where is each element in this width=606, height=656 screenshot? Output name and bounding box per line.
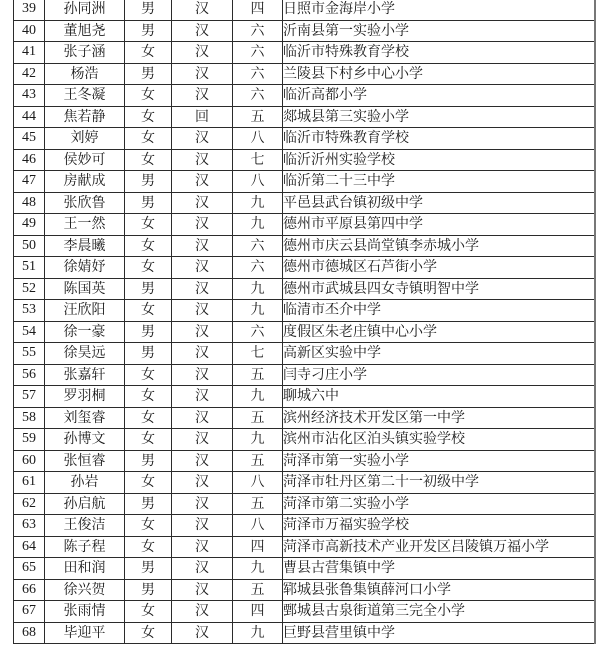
row-number-cell: 62 (14, 493, 45, 515)
row-number-cell: 67 (14, 601, 45, 623)
school-name-cell: 闫寺刁庄小学 (283, 364, 595, 386)
student-name-cell: 杨浩 (45, 63, 125, 85)
student-name-cell: 侯妙可 (45, 149, 125, 171)
gender-cell: 男 (125, 558, 172, 580)
table-row (14, 300, 595, 322)
gender-cell: 女 (125, 42, 172, 64)
gender-cell: 女 (125, 85, 172, 107)
row-number-cell: 68 (14, 622, 45, 644)
grade-cell: 四 (233, 536, 283, 558)
table-row (14, 257, 595, 279)
table-row (14, 364, 595, 386)
gender-cell: 女 (125, 601, 172, 623)
row-number-cell: 61 (14, 472, 45, 494)
table-row (14, 85, 595, 107)
ethnicity-cell: 汉 (172, 85, 233, 107)
school-name-cell: 巨野县营里镇中学 (283, 622, 595, 644)
grade-cell: 九 (233, 429, 283, 451)
grade-cell: 五 (233, 450, 283, 472)
gender-cell: 男 (125, 278, 172, 300)
ethnicity-cell: 汉 (172, 407, 233, 429)
grade-cell: 五 (233, 407, 283, 429)
table-row (14, 42, 595, 64)
school-name-cell: 滨州经济技术开发区第一中学 (283, 407, 595, 429)
gender-cell: 男 (125, 171, 172, 193)
row-number-cell: 48 (14, 192, 45, 214)
school-name-cell: 德州市平原县第四中学 (283, 214, 595, 236)
student-name-cell: 陈子程 (45, 536, 125, 558)
row-number-cell: 44 (14, 106, 45, 128)
grade-cell: 八 (233, 515, 283, 537)
grade-cell: 九 (233, 386, 283, 408)
school-name-cell: 鄄城县古泉街道第三完全小学 (283, 601, 595, 623)
row-number-cell: 55 (14, 343, 45, 365)
document-page (13, 0, 596, 644)
school-name-cell: 临沂第二十三中学 (283, 171, 595, 193)
gender-cell: 女 (125, 429, 172, 451)
grade-cell: 九 (233, 214, 283, 236)
table-row (14, 343, 595, 365)
row-number-cell: 60 (14, 450, 45, 472)
table-row (14, 622, 595, 644)
student-name-cell: 张嘉轩 (45, 364, 125, 386)
grade-cell: 七 (233, 149, 283, 171)
gender-cell: 女 (125, 149, 172, 171)
table-row (14, 536, 595, 558)
table-row (14, 407, 595, 429)
grade-cell: 六 (233, 321, 283, 343)
ethnicity-cell: 汉 (172, 493, 233, 515)
school-name-cell: 德州市武城县四女寺镇明智中学 (283, 278, 595, 300)
table-row (14, 515, 595, 537)
student-name-cell: 徐昊远 (45, 343, 125, 365)
ethnicity-cell: 汉 (172, 214, 233, 236)
school-name-cell: 临清市丕介中学 (283, 300, 595, 322)
gender-cell: 女 (125, 300, 172, 322)
row-number-cell: 54 (14, 321, 45, 343)
gender-cell: 男 (125, 192, 172, 214)
gender-cell: 女 (125, 364, 172, 386)
gender-cell: 女 (125, 536, 172, 558)
table-row (14, 20, 595, 42)
table-row (14, 493, 595, 515)
row-number-cell: 58 (14, 407, 45, 429)
ethnicity-cell: 汉 (172, 128, 233, 150)
table-row (14, 429, 595, 451)
table-row (14, 450, 595, 472)
ethnicity-cell: 汉 (172, 558, 233, 580)
roster-body (14, 0, 595, 644)
student-name-cell: 毕迎平 (45, 622, 125, 644)
student-name-cell: 陈国英 (45, 278, 125, 300)
student-name-cell: 董旭尧 (45, 20, 125, 42)
school-name-cell: 临沂市特殊教育学校 (283, 128, 595, 150)
student-name-cell: 王冬凝 (45, 85, 125, 107)
grade-cell: 四 (233, 0, 283, 20)
table-row (14, 106, 595, 128)
school-name-cell: 平邑县武台镇初级中学 (283, 192, 595, 214)
student-name-cell: 张恒睿 (45, 450, 125, 472)
ethnicity-cell: 汉 (172, 20, 233, 42)
row-number-cell: 56 (14, 364, 45, 386)
gender-cell: 女 (125, 407, 172, 429)
table-row (14, 171, 595, 193)
school-name-cell: 沂南县第一实验小学 (283, 20, 595, 42)
student-name-cell: 焦若静 (45, 106, 125, 128)
grade-cell: 六 (233, 85, 283, 107)
school-name-cell: 郓城县张鲁集镇薛河口小学 (283, 579, 595, 601)
row-number-cell: 52 (14, 278, 45, 300)
ethnicity-cell: 汉 (172, 622, 233, 644)
grade-cell: 六 (233, 235, 283, 257)
school-name-cell: 菏泽市万福实验学校 (283, 515, 595, 537)
school-name-cell: 度假区朱老庄镇中心小学 (283, 321, 595, 343)
grade-cell: 五 (233, 493, 283, 515)
row-number-cell: 57 (14, 386, 45, 408)
ethnicity-cell: 汉 (172, 472, 233, 494)
gender-cell: 女 (125, 622, 172, 644)
row-number-cell: 47 (14, 171, 45, 193)
table-row (14, 235, 595, 257)
ethnicity-cell: 汉 (172, 343, 233, 365)
table-row (14, 558, 595, 580)
gender-cell: 男 (125, 450, 172, 472)
gender-cell: 女 (125, 472, 172, 494)
row-number-cell: 66 (14, 579, 45, 601)
ethnicity-cell: 汉 (172, 63, 233, 85)
grade-cell: 六 (233, 63, 283, 85)
grade-cell: 九 (233, 622, 283, 644)
grade-cell: 六 (233, 42, 283, 64)
grade-cell: 六 (233, 257, 283, 279)
gender-cell: 女 (125, 515, 172, 537)
school-name-cell: 菏泽市牡丹区第二十一初级中学 (283, 472, 595, 494)
ethnicity-cell: 汉 (172, 0, 233, 20)
grade-cell: 九 (233, 558, 283, 580)
school-name-cell: 郯城县第三实验小学 (283, 106, 595, 128)
row-number-cell: 59 (14, 429, 45, 451)
ethnicity-cell: 汉 (172, 192, 233, 214)
grade-cell: 五 (233, 106, 283, 128)
gender-cell: 女 (125, 128, 172, 150)
table-row (14, 321, 595, 343)
ethnicity-cell: 汉 (172, 300, 233, 322)
grade-cell: 九 (233, 192, 283, 214)
row-number-cell: 49 (14, 214, 45, 236)
school-name-cell: 曹县古营集镇中学 (283, 558, 595, 580)
row-number-cell: 43 (14, 85, 45, 107)
student-name-cell: 孙岩 (45, 472, 125, 494)
student-name-cell: 王俊洁 (45, 515, 125, 537)
row-number-cell: 41 (14, 42, 45, 64)
table-row (14, 601, 595, 623)
student-name-cell: 田和润 (45, 558, 125, 580)
gender-cell: 女 (125, 106, 172, 128)
table-row (14, 579, 595, 601)
gender-cell: 男 (125, 63, 172, 85)
school-name-cell: 高新区实验中学 (283, 343, 595, 365)
gender-cell: 男 (125, 20, 172, 42)
ethnicity-cell: 汉 (172, 515, 233, 537)
student-name-cell: 徐兴贺 (45, 579, 125, 601)
table-row (14, 128, 595, 150)
table-row (14, 278, 595, 300)
row-number-cell: 50 (14, 235, 45, 257)
table-row (14, 214, 595, 236)
row-number-cell: 46 (14, 149, 45, 171)
school-name-cell: 菏泽市高新技术产业开发区吕陵镇万福小学 (283, 536, 595, 558)
ethnicity-cell: 汉 (172, 364, 233, 386)
ethnicity-cell: 汉 (172, 536, 233, 558)
ethnicity-cell: 汉 (172, 235, 233, 257)
school-name-cell: 兰陵县下村乡中心小学 (283, 63, 595, 85)
school-name-cell: 聊城六中 (283, 386, 595, 408)
student-roster-table (13, 0, 596, 644)
row-number-cell: 45 (14, 128, 45, 150)
grade-cell: 九 (233, 278, 283, 300)
school-name-cell: 德州市庆云县尚堂镇李赤城小学 (283, 235, 595, 257)
ethnicity-cell: 汉 (172, 429, 233, 451)
table-row (14, 149, 595, 171)
student-name-cell: 王一然 (45, 214, 125, 236)
ethnicity-cell: 汉 (172, 450, 233, 472)
student-name-cell: 孙同洲 (45, 0, 125, 20)
row-number-cell: 65 (14, 558, 45, 580)
school-name-cell: 菏泽市第二实验小学 (283, 493, 595, 515)
student-name-cell: 孙博文 (45, 429, 125, 451)
gender-cell: 男 (125, 321, 172, 343)
school-name-cell: 菏泽市第一实验小学 (283, 450, 595, 472)
table-row (14, 63, 595, 85)
row-number-cell: 51 (14, 257, 45, 279)
ethnicity-cell: 汉 (172, 42, 233, 64)
student-name-cell: 房献成 (45, 171, 125, 193)
student-name-cell: 孙启航 (45, 493, 125, 515)
school-name-cell: 日照市金海岸小学 (283, 0, 595, 20)
student-name-cell: 徐婧妤 (45, 257, 125, 279)
table-row (14, 472, 595, 494)
student-name-cell: 刘婷 (45, 128, 125, 150)
ethnicity-cell: 汉 (172, 601, 233, 623)
gender-cell: 女 (125, 214, 172, 236)
gender-cell: 女 (125, 257, 172, 279)
ethnicity-cell: 汉 (172, 386, 233, 408)
grade-cell: 六 (233, 20, 283, 42)
grade-cell: 八 (233, 128, 283, 150)
row-number-cell: 64 (14, 536, 45, 558)
student-name-cell: 汪欣阳 (45, 300, 125, 322)
row-number-cell: 39 (14, 0, 45, 20)
gender-cell: 女 (125, 235, 172, 257)
student-name-cell: 张子涵 (45, 42, 125, 64)
ethnicity-cell: 汉 (172, 278, 233, 300)
student-name-cell: 罗羽桐 (45, 386, 125, 408)
grade-cell: 五 (233, 579, 283, 601)
ethnicity-cell: 汉 (172, 579, 233, 601)
row-number-cell: 40 (14, 20, 45, 42)
row-number-cell: 63 (14, 515, 45, 537)
table-row (14, 0, 595, 20)
grade-cell: 五 (233, 364, 283, 386)
ethnicity-cell: 汉 (172, 171, 233, 193)
student-name-cell: 徐一豪 (45, 321, 125, 343)
school-name-cell: 临沂沂州实验学校 (283, 149, 595, 171)
ethnicity-cell: 回 (172, 106, 233, 128)
gender-cell: 男 (125, 493, 172, 515)
student-name-cell: 刘玺睿 (45, 407, 125, 429)
gender-cell: 女 (125, 386, 172, 408)
table-row (14, 386, 595, 408)
school-name-cell: 临沂市特殊教育学校 (283, 42, 595, 64)
student-name-cell: 张雨情 (45, 601, 125, 623)
ethnicity-cell: 汉 (172, 257, 233, 279)
gender-cell: 男 (125, 343, 172, 365)
gender-cell: 男 (125, 579, 172, 601)
row-number-cell: 42 (14, 63, 45, 85)
grade-cell: 八 (233, 472, 283, 494)
grade-cell: 九 (233, 300, 283, 322)
school-name-cell: 临沂高都小学 (283, 85, 595, 107)
student-name-cell: 张欣鲁 (45, 192, 125, 214)
school-name-cell: 德州市德城区石芦街小学 (283, 257, 595, 279)
student-name-cell: 李晨曦 (45, 235, 125, 257)
grade-cell: 八 (233, 171, 283, 193)
grade-cell: 四 (233, 601, 283, 623)
row-number-cell: 53 (14, 300, 45, 322)
gender-cell: 男 (125, 0, 172, 20)
school-name-cell: 滨州市沾化区泊头镇实验学校 (283, 429, 595, 451)
ethnicity-cell: 汉 (172, 149, 233, 171)
ethnicity-cell: 汉 (172, 321, 233, 343)
grade-cell: 七 (233, 343, 283, 365)
table-row (14, 192, 595, 214)
